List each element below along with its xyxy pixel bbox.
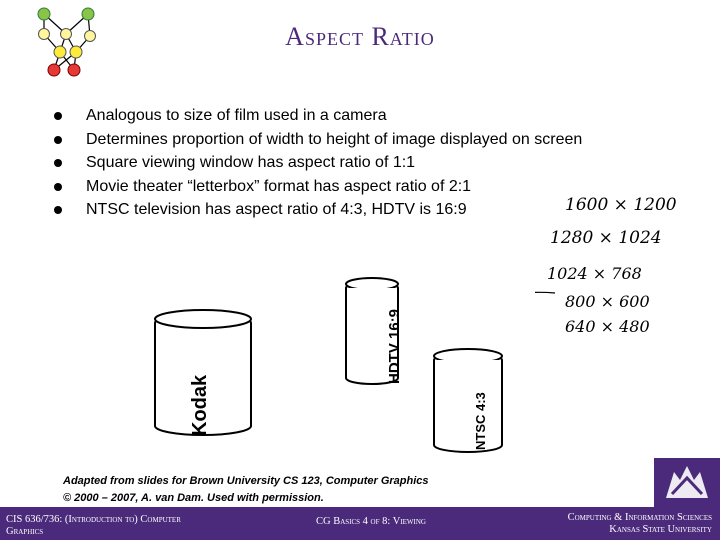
bullet-text: Square viewing window has aspect ratio of 1:1: [86, 154, 416, 171]
footer-department-line2: Kansas State University: [609, 524, 712, 535]
footer-department: [568, 512, 712, 536]
bullet-dot-icon: [54, 183, 62, 191]
bullet-dot-icon: [54, 112, 62, 120]
handnote-text: 1600 × 1200: [565, 195, 677, 215]
handnote-text: 1024 × 768: [547, 264, 642, 283]
hdtv-label: HDTV 16:9: [386, 308, 403, 384]
handnote-text: 800 × 600: [565, 292, 650, 311]
slide-title: Aspect Ratio: [285, 22, 435, 51]
bullet-dot-icon: [54, 159, 62, 167]
handnote-text: 1280 × 1024: [550, 228, 662, 248]
bullet-item: [54, 151, 582, 175]
wildcat-logo-icon: [654, 458, 720, 510]
kodak-label: Kodak: [189, 374, 211, 436]
credit-line-2: © 2000 – 2007, A. van Dam. Used with permission.: [63, 492, 324, 504]
footer-course: [6, 514, 181, 538]
bullet-item: [54, 175, 582, 199]
handwritten-notes: [535, 188, 710, 348]
bullet-item: [54, 128, 582, 152]
bullet-text: Movie theater “letterbox” format has aspect ratio of 2:1: [86, 177, 472, 195]
bullet-item: [54, 198, 582, 222]
footer-course-line2: Graphics: [6, 526, 44, 537]
ntsc-label: NTSC 4:3: [473, 392, 488, 450]
credit-line-1: Adapted from slides for Brown University CS 123, Computer Graphics: [63, 475, 429, 487]
bullet-text: Analogous to size of film used in a camera: [86, 107, 387, 124]
handnote-text: 640 × 480: [565, 317, 650, 336]
bullet-dot-icon: [54, 136, 62, 144]
bullet-list: [54, 104, 582, 222]
footer-course-line1: CIS 636/736: (Introduction to) Computer: [6, 514, 181, 525]
bullet-text: NTSC television has aspect ratio of 4:3, HDTV is 16:9: [86, 201, 467, 218]
ntsc-canister: [434, 349, 502, 452]
bullet-text: Determines proportion of width to height of image displayed on screen: [86, 130, 583, 148]
bullet-dot-icon: [54, 206, 62, 214]
footer-department-line1: Computing & Information Sciences: [567, 512, 712, 523]
bullet-item: [54, 104, 582, 128]
footer-lecture: CG Basics 4 of 8: Viewing: [316, 516, 426, 527]
